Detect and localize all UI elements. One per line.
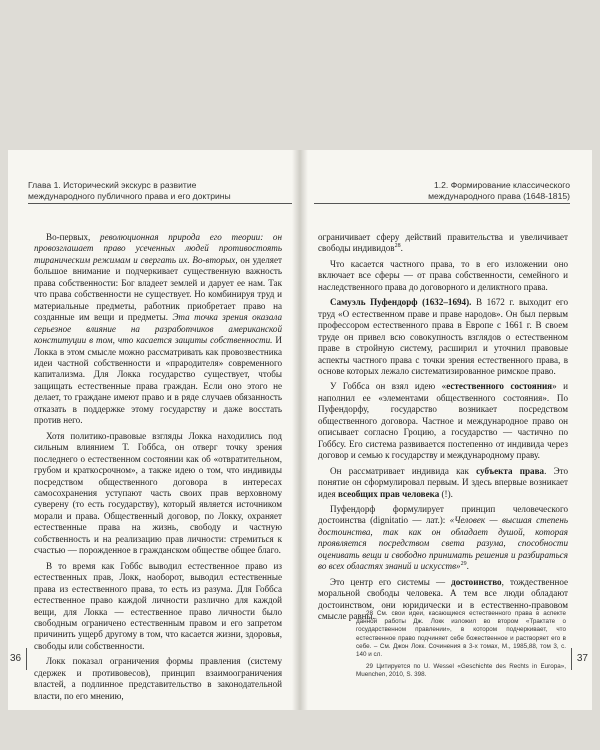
paragraph [318, 466, 568, 500]
text-run: Он рассматривает индивида как [330, 465, 477, 476]
page-number-right: 37 [576, 653, 588, 664]
text-run: «Человек — высшая степень достоинства, так как он обладает душой, которая проявляется посредством света разума, способности оценивать вещи и свободно принимать решения и разбираться во всех областях знаний и искусств» [318, 515, 568, 572]
paragraph [318, 232, 568, 255]
page-number-rule [571, 648, 572, 670]
left-page [8, 150, 300, 710]
running-head-right [428, 180, 570, 201]
text-run: Самуэль Пуфендорф (1632–1694). [330, 297, 472, 308]
text-run: субъекта права [476, 465, 545, 476]
text-run: Что касается частного права, то в его изложении оно включает все сферы — от права собственности, семейного и наследственного права до договорного и деликтного права. [318, 258, 568, 292]
footnote-ref: 28 [394, 243, 401, 250]
text-run: Локк показал ограничения формы правления (систему сдержек и противовесов), принцип взаимоограничения властей, а подлинное представительство в законодательной власти, по его мнению, [34, 656, 282, 701]
running-head-right-line2: международного права (1648-1815) [428, 190, 570, 201]
text-run: Хотя политико-правовые взгляды Локка находились под сильным влиянием Т. Гоббса, он отверг точку зрения последнего о естественном состоянии как об «отвратительном, грубом и краткосрочном», а также идею о том, что индивиды посредством общественного договора в интересах самосохранения уступают часть своих прав верховному суверену (то есть государству), который является источником морали и права. Общественный договор, по Локку, охраняет естественные права на жизнь, свободу и частную собственность и на реализацию прав личности: стремиться к счастью — порожденное в гражданском обществе общее благо. [34, 430, 282, 556]
paragraph [34, 561, 282, 653]
right-page [300, 150, 592, 710]
paragraph [34, 656, 282, 702]
text-run: ограничивает сферу действий правительства и увеличивает свободы индивидов [318, 232, 568, 254]
text-run: У Гоббса он взял идею « [330, 381, 447, 392]
book-gutter [292, 150, 308, 710]
text-run: . [400, 243, 403, 254]
left-body-text [34, 232, 282, 702]
text-run: , тождественное моральной свободы человека. А тем все люди обладают достоинством, они юридически и в естественно-правовом смысле равны. [318, 576, 569, 622]
running-head-left [28, 180, 231, 201]
text-run: Пуфендорф формулирует принцип человеческого достоинства (dignitatio — лат.): [318, 503, 568, 526]
text-run: он уделяет большое внимание и подчеркивает существенную важность права собственности: Бог владеет землей и дарует ее нам. Так что права собственности не существует. Но комбинируя труд и материальные предметы, работник приобретает право на созданные им вещи и предметы. [34, 254, 282, 323]
footnote: 28 См. свои идеи, касающиеся естественного права в аспекте данной работы Дж. Локк изложил во втором «Трактате о государственном правлении», в котором подчеркивает, что естественное право подчиняет себе божественное и растворяет его в себе. – См. Джон Локк. Сочинения в 3-х томах, М., 1985,88, том 3, с. 140 и сл. [356, 610, 566, 659]
right-body-text [318, 232, 568, 623]
text-run: » и наполнил ее «элементами общественного состояния». По Пуфендорфу, государство возникает посредством общественного договора. Частное и международное право он описывает согласно Гроцию, а государство — частично по Гоббсу. Его система развивается постепенно от индивида через договор и семью к государству и международному праву. [318, 381, 569, 461]
text-run: (!). [439, 488, 453, 499]
text-run: . [466, 561, 469, 572]
footnote: 29 Цитируется по U. Wessel «Geschichte des Rechts in Europa», Muenchen, 2010, S. 398. [356, 663, 566, 679]
paragraph [318, 381, 568, 461]
paragraph [318, 504, 568, 573]
paragraph [318, 259, 568, 293]
text-run: Это центр его системы — [330, 576, 452, 587]
text-run: Во-первых, [46, 232, 101, 242]
text-run: . Это понятие он сформулировал первым. И здесь впервые возникает идея [318, 465, 568, 499]
paragraph [34, 431, 282, 557]
page-number-left: 36 [10, 653, 22, 664]
text-run: И Локка в этом смысле можно рассматривать как провозвестника идеи частной собственности и «прародителя» современного капитализма. Для Локка государство существует, чтобы защищать естественные права граждан. Если оно этого не делает, то граждане имеют право и в ряде случаев обязанность отказать в поддержке этому государству и даже восстать против него. [34, 335, 282, 426]
header-rule [28, 203, 292, 204]
header-rule [314, 203, 570, 204]
paragraph [318, 297, 568, 377]
paragraph [34, 232, 282, 427]
text-run: В то время как Гоббс выводил естественное право из естественных прав, Локк, наоборот, выводил естественные права из естественного права, то есть из разума. Для Гоббса естественное право каждой личности различно для каждой вещи, для Локка — естественное право личности было свободным ограничено естественным правом и его запретом причинить ущерб другому в том, что касается жизни, здоровья, свободы или собственности. [34, 560, 282, 651]
running-head-right-line1: 1.2. Формирование классического [433, 180, 570, 190]
footnote-ref: 29 [460, 561, 467, 568]
page-number-rule [26, 648, 27, 670]
text-run: всеобщих прав человека [338, 488, 440, 499]
text-run: достоинство [451, 576, 502, 587]
text-run: В 1672 г. выходит его труд «О естественном праве и праве народов». Он был первым профессором естественного права в Европе с 1661 г. В своем труде он привел всю совокупность взглядов о естественном праве в стройную систему, расширил и уточнил правовые аспекты частного права с точки зрения естественного права, в основе которых лежало систематизированное римское право. [318, 297, 568, 376]
running-head-left-line1: Глава 1. Исторический экскурс в развитие [28, 180, 197, 190]
text-run: естественного состояния [446, 381, 553, 392]
text-run: Эта точка зрения оказала серьезное влияние на разработчиков американской конституции в том, что касается защиты собственности. [34, 312, 282, 346]
text-run: революционная природа его теории: он провозглашает право усеченных людей противостоять тираническим режимам и свергать их. Во-вторых, [34, 232, 282, 265]
footnotes [356, 610, 566, 684]
running-head-left-line2: международного публичного права и его доктрины [28, 190, 231, 201]
